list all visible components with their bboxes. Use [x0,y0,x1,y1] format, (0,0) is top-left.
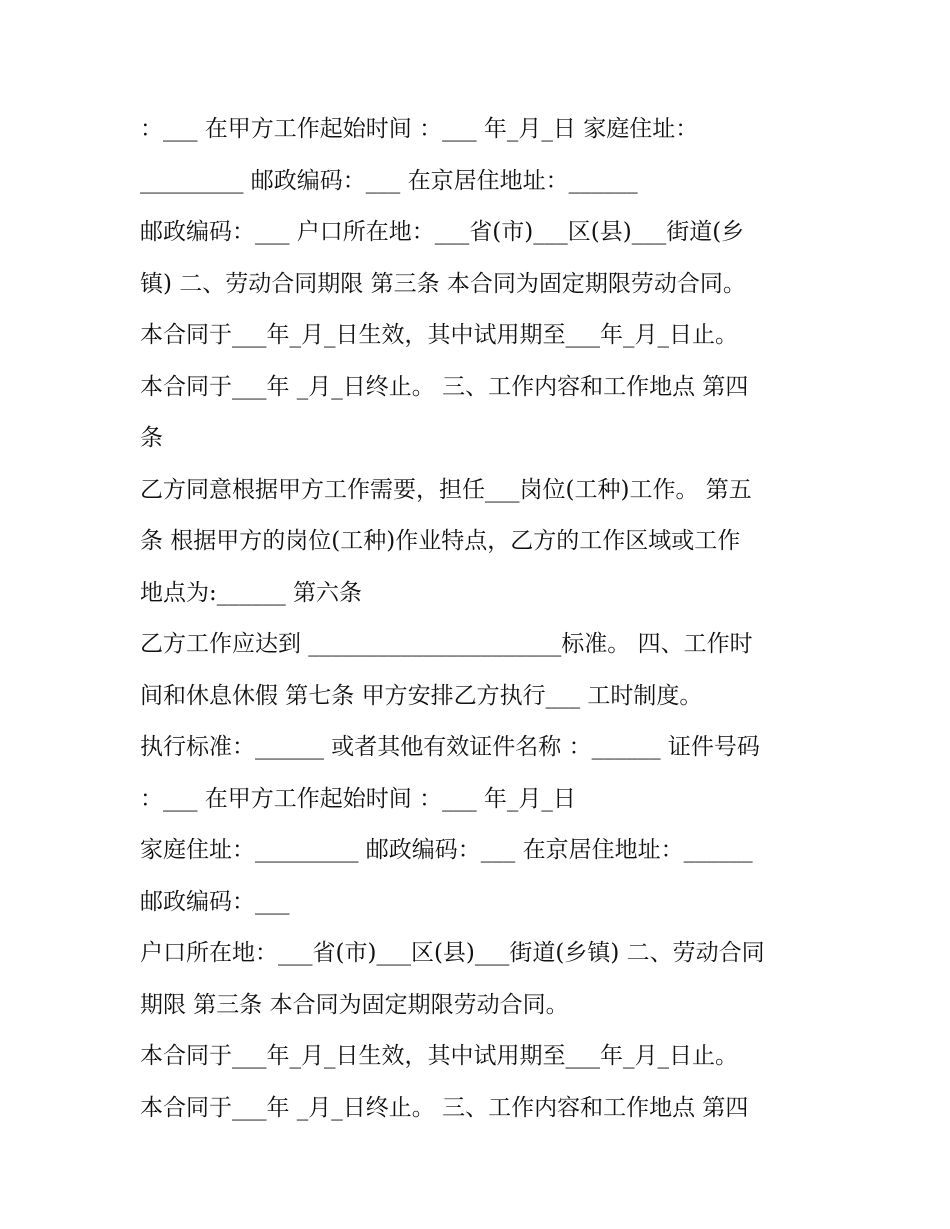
text-line: ：___ 在甲方工作起始时间 ：___ 年_月_日 [140,785,576,812]
document-body [140,104,820,1134]
text-line: 镇) 二、劳动合同期限 第三条 本合同为固定期限劳动合同。 [140,270,746,297]
text-line: 户口所在地：___省(市)___区(县)___街道(乡镇) 二、劳动合同 [140,940,765,966]
text-line: 乙方工作应达到 ______________________标准。 四、工作时 [140,631,753,657]
text-line: 本合同于___年_月_日生效，其中试用期至___年_月_日止。 [140,322,738,348]
text-line: _________ 邮政编码：___ 在京居住地址：______ [140,167,638,194]
text-line: ：___ 在甲方工作起始时间 ：___ 年_月_日 家庭住址： [140,116,699,142]
text-line: 地点为:______ 第六条 [140,579,363,606]
text-line: 本合同于___年 _月_日终止。 三、工作内容和工作地点 第四 [140,373,749,400]
text-line: 邮政编码：___ 户口所在地：___省(市)___区(县)___街道(乡 [140,219,745,245]
text-line: 条 根据甲方的岗位(工种)作业特点，乙方的工作区域或工作 [140,528,741,554]
text-line: 本合同于___年 _月_日终止。 三、工作内容和工作地点 第四 [140,1094,749,1121]
text-line: 家庭住址：_________ 邮政编码：___ 在京居住地址：______ [140,837,753,863]
text-line: 期限 第三条 本合同为固定期限劳动合同。 [140,991,569,1018]
text-line: 乙方同意根据甲方工作需要，担任___岗位(工种)工作。 第五 [140,476,752,503]
text-line: 本合同于___年_月_日生效，其中试用期至___年_月_日止。 [140,1043,738,1069]
text-line: 执行标准：______ 或者其他有效证件名称 ：______ 证件号码 [140,734,760,760]
text-line: 邮政编码：___ [140,888,290,915]
text-line: 间和休息休假 第七条 甲方安排乙方执行___ 工时制度。 [140,682,703,709]
text-line: 条 [140,425,163,451]
